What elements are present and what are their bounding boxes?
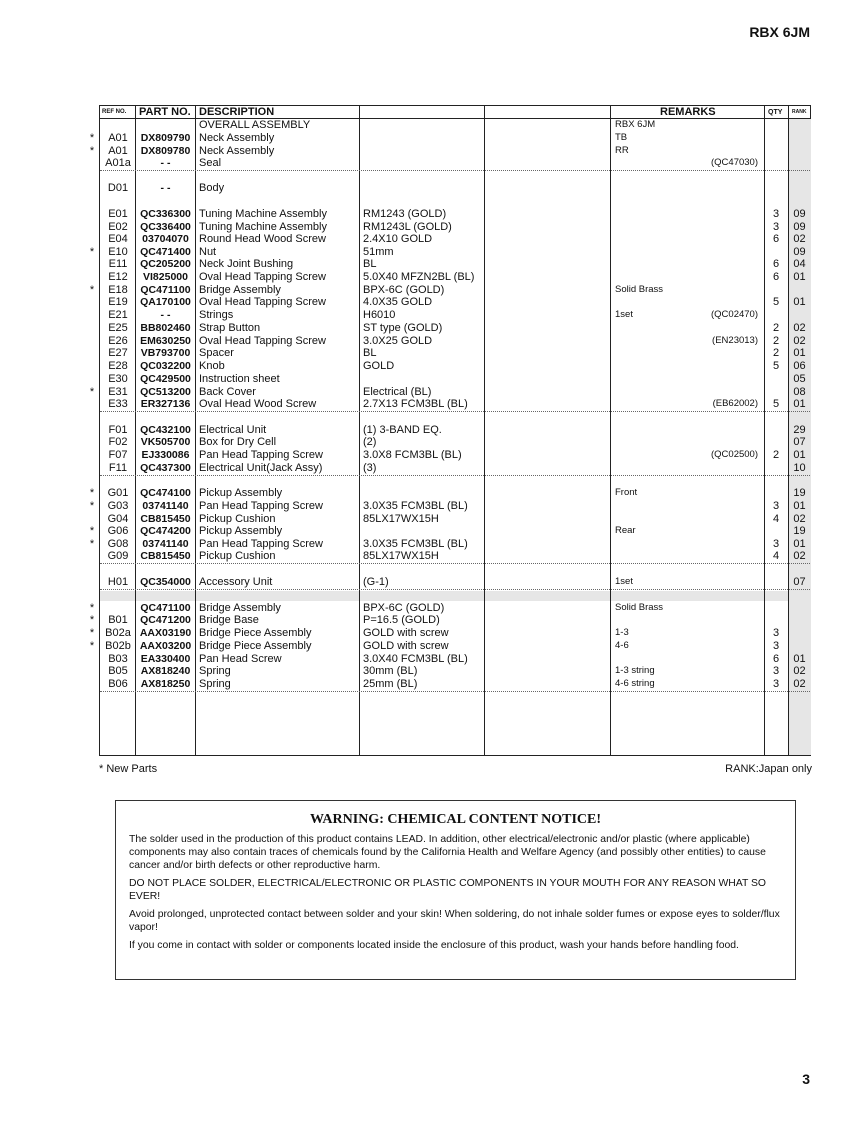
table-row [89, 284, 810, 297]
cell-desc: Neck Assembly [199, 145, 275, 157]
cell-rank: 07 [793, 576, 806, 588]
cell-desc: OVERALL ASSEMBLY [199, 119, 311, 131]
table-row [100, 208, 810, 221]
cell-spec: BL [363, 347, 377, 359]
cell-star: * [89, 145, 95, 157]
table-row [100, 424, 810, 437]
cell-rem: Rear [615, 525, 636, 536]
cell-spec: 85LX17WX15H [363, 550, 439, 562]
cell-part: 03741140 [142, 500, 189, 512]
cell-rank: 01 [793, 347, 806, 359]
cell-rank: 09 [793, 246, 806, 258]
cell-qty: 6 [772, 258, 780, 270]
cell-qty: 3 [772, 678, 780, 690]
cell-part: QC474200 [140, 525, 191, 537]
cell-qty: 5 [772, 296, 780, 308]
warning-paragraph: The solder used in the production of this product contains LEAD. In addition, other electrical/electronic and/or plastic (where applicable) components may also contain traces of chemicals found by the California Health and Welfare Agency (and possibly other entities) to cause cancer and/or birth defects or other reproductive harm. [129, 834, 766, 871]
cell-desc: Neck Assembly [199, 132, 275, 144]
cell-part: QC032200 [140, 360, 191, 372]
cell-qty: 2 [772, 335, 780, 347]
cell-ref: D01 [107, 182, 129, 194]
cell-desc: Pan Head Screw [199, 653, 282, 665]
cell-part: VK505700 [140, 436, 191, 448]
cell-rank: 01 [793, 296, 806, 308]
cell-rem: 1set [615, 576, 633, 587]
cell-ref: E04 [108, 233, 128, 245]
table-row [89, 246, 810, 259]
table-row [100, 347, 810, 360]
cell-part: - - [160, 182, 171, 194]
cell-qty: 3 [772, 665, 780, 677]
cell-spec: 3.0X35 FCM3BL (BL) [363, 500, 468, 512]
cell-rem: Front [615, 487, 638, 498]
cell-spec: 3.0X25 GOLD [363, 335, 433, 347]
table-row [89, 386, 810, 399]
cell-desc: Body [199, 182, 225, 194]
cell-part: CB815450 [140, 513, 191, 525]
cell-part: QC471200 [140, 614, 191, 626]
cell-ref: G01 [107, 487, 129, 499]
cell-ref: B06 [108, 678, 128, 690]
cell-part: QC205200 [140, 258, 191, 270]
header-qty: QTY [768, 109, 783, 116]
model-number: RBX 6JM [749, 24, 810, 40]
table-row [100, 233, 810, 246]
table-row [100, 550, 810, 564]
cell-rem: 1-3 [615, 627, 629, 638]
cell-part: AX818240 [140, 665, 191, 677]
cell-star: * [89, 246, 95, 258]
cell-desc: Knob [199, 360, 225, 372]
cell-qty: 5 [772, 398, 780, 410]
cell-part: QC471100 [140, 284, 191, 296]
cell-part: QC432100 [140, 424, 191, 436]
cell-rank: 01 [793, 500, 806, 512]
table-row [100, 653, 810, 666]
cell-rem: Solid Brass [615, 284, 664, 295]
cell-spec: 51mm [363, 246, 394, 258]
cell-part: QC471100 [140, 602, 191, 614]
cell-ref: F02 [108, 436, 128, 448]
table-row [89, 614, 810, 627]
cell-desc: Strings [199, 309, 234, 321]
cell-spec: GOLD with screw [363, 640, 449, 652]
header-ref: REF NO. [102, 109, 127, 115]
table-row [89, 602, 810, 615]
cell-desc: Tuning Machine Assembly [199, 221, 327, 233]
cell-desc: Oval Head Tapping Screw [199, 271, 326, 283]
cell-qty: 4 [772, 550, 780, 562]
table-row [100, 119, 810, 132]
cell-rem: 1set [615, 309, 633, 320]
cell-rem: TB [615, 132, 628, 143]
cell-ref: E11 [108, 258, 128, 270]
cell-rank: 19 [793, 487, 806, 499]
cell-spec: 3.0X40 FCM3BL (BL) [363, 653, 468, 665]
cell-rem2: (EB62002) [712, 398, 758, 409]
cell-ref: E18 [108, 284, 128, 296]
cell-part: DX809780 [140, 145, 191, 157]
cell-qty: 2 [772, 347, 780, 359]
cell-rem2: (QC02500) [711, 449, 758, 460]
cell-spec: 3.0X35 FCM3BL (BL) [363, 538, 468, 550]
cell-star: * [89, 538, 95, 550]
cell-star: * [89, 525, 95, 537]
cell-ref: E02 [108, 221, 128, 233]
table-row [89, 627, 810, 640]
table-row [100, 221, 810, 234]
cell-part: QC354000 [140, 576, 191, 588]
cell-ref: A01a [105, 157, 131, 169]
cell-desc: Seal [199, 157, 222, 169]
header-remarks: REMARKS [660, 106, 716, 118]
cell-rank: 02 [793, 335, 806, 347]
cell-desc: Pan Head Tapping Screw [199, 449, 323, 461]
cell-rank: 04 [793, 258, 806, 270]
cell-ref: E31 [108, 386, 128, 398]
cell-ref: E28 [108, 360, 128, 372]
cell-ref: B01 [108, 614, 128, 626]
cell-desc: Accessory Unit [199, 576, 273, 588]
cell-rank: 09 [793, 221, 806, 233]
cell-ref: E26 [108, 335, 128, 347]
cell-rank: 10 [793, 462, 806, 474]
cell-spec: P=16.5 (GOLD) [363, 614, 440, 626]
cell-desc: Nut [199, 246, 217, 258]
cell-spec: GOLD with screw [363, 627, 449, 639]
cell-spec: BL [363, 258, 377, 270]
table-row [100, 309, 810, 322]
cell-spec: 3.0X8 FCM3BL (BL) [363, 449, 462, 461]
cell-qty: 6 [772, 233, 780, 245]
cell-spec: 30mm (BL) [363, 665, 418, 677]
cell-desc: Bridge Assembly [199, 602, 281, 614]
table-row [100, 258, 810, 271]
cell-desc: Strap Button [199, 322, 261, 334]
cell-ref: G09 [107, 550, 129, 562]
cell-ref: A01 [108, 145, 128, 157]
cell-star: * [89, 614, 95, 626]
cell-ref: F01 [108, 424, 128, 436]
cell-star: * [89, 500, 95, 512]
cell-part: BB802460 [140, 322, 191, 334]
cell-spec: 4.0X35 GOLD [363, 296, 433, 308]
cell-ref: A01 [108, 132, 128, 144]
rank-note: RANK:Japan only [725, 763, 812, 775]
cell-part: EA330400 [140, 653, 191, 665]
cell-part: EJ330086 [141, 449, 190, 461]
parts-table [89, 105, 811, 756]
cell-qty: 2 [772, 322, 780, 334]
table-row [100, 335, 810, 348]
cell-rem: Solid Brass [615, 602, 664, 613]
cell-rank: 08 [793, 386, 806, 398]
cell-qty: 3 [772, 627, 780, 639]
cell-rank: 06 [793, 360, 806, 372]
table-row [100, 436, 810, 449]
cell-part: - - [160, 157, 171, 169]
table-row [100, 398, 810, 412]
cell-ref: B02a [105, 627, 131, 639]
cell-spec: 85LX17WX15H [363, 513, 439, 525]
cell-qty: 5 [772, 360, 780, 372]
cell-part: QC474100 [140, 487, 191, 499]
cell-part: QC513200 [140, 386, 191, 398]
cell-spec: (2) [363, 436, 377, 448]
cell-rem2: (QC47030) [711, 157, 758, 168]
table-row [100, 373, 810, 386]
cell-rem2: (EN23013) [712, 335, 758, 346]
cell-ref: G04 [107, 513, 129, 525]
cell-desc: Pan Head Tapping Screw [199, 538, 323, 550]
cell-rank: 01 [793, 271, 806, 283]
cell-spec: BPX-6C (GOLD) [363, 284, 445, 296]
cell-ref: F11 [108, 462, 128, 474]
cell-desc: Instruction sheet [199, 373, 280, 385]
cell-rank: 07 [793, 436, 806, 448]
cell-desc: Round Head Wood Screw [199, 233, 326, 245]
cell-qty: 3 [772, 538, 780, 550]
cell-ref: G06 [107, 525, 129, 537]
cell-spec: BPX-6C (GOLD) [363, 602, 445, 614]
cell-qty: 3 [772, 640, 780, 652]
cell-ref: F07 [108, 449, 128, 461]
cell-rank: 01 [793, 538, 806, 550]
cell-ref: E21 [108, 309, 128, 321]
cell-desc: Electrical Unit(Jack Assy) [199, 462, 323, 474]
table-row [89, 132, 810, 145]
cell-star: * [89, 627, 95, 639]
cell-part: AAX03190 [139, 627, 192, 639]
cell-ref: B03 [108, 653, 128, 665]
cell-desc: Oval Head Tapping Screw [199, 296, 326, 308]
cell-ref: B02b [105, 640, 131, 652]
cell-spec: RM1243L (GOLD) [363, 221, 452, 233]
warning-paragraph: If you come in contact with solder or components located inside the enclosure of this product, wash your hands before handling food. [129, 940, 739, 951]
table-row [100, 182, 810, 195]
cell-rank: 01 [793, 398, 806, 410]
cell-rem: 4-6 [615, 640, 629, 651]
cell-rem: RBX 6JM [615, 119, 656, 130]
cell-ref: G03 [107, 500, 129, 512]
cell-part: QC437300 [140, 462, 191, 474]
cell-spec: (G-1) [363, 576, 389, 588]
table-row [100, 449, 810, 462]
cell-rank: 29 [793, 424, 806, 436]
cell-desc: Box for Dry Cell [199, 436, 277, 448]
cell-rank: 01 [793, 449, 806, 461]
cell-ref: E25 [108, 322, 128, 334]
cell-star: * [89, 284, 95, 296]
cell-desc: Back Cover [199, 386, 256, 398]
cell-rank: 09 [793, 208, 806, 220]
cell-rank: 19 [793, 525, 806, 537]
table-row [100, 296, 810, 309]
table-row [100, 576, 810, 590]
cell-desc: Pickup Cushion [199, 550, 276, 562]
cell-rank: 01 [793, 653, 806, 665]
cell-desc: Pickup Assembly [199, 525, 283, 537]
cell-desc: Oval Head Wood Screw [199, 398, 317, 410]
cell-spec: RM1243 (GOLD) [363, 208, 447, 220]
header-rank: RANK [792, 109, 807, 115]
cell-qty: 3 [772, 500, 780, 512]
cell-star: * [89, 132, 95, 144]
cell-ref: H01 [107, 576, 129, 588]
warning-paragraph: Avoid prolonged, unprotected contact between solder and your skin! When soldering, do not inhale solder fumes or expose eyes to solder/flux vapor! [129, 909, 780, 933]
cell-part: QC471400 [140, 246, 191, 258]
cell-part: EM630250 [140, 335, 191, 347]
cell-ref: E12 [108, 271, 128, 283]
cell-part: QA170100 [140, 296, 191, 308]
table-row [89, 640, 810, 653]
cell-spec: 2.7X13 FCM3BL (BL) [363, 398, 468, 410]
header-description: DESCRIPTION [199, 106, 275, 118]
cell-ref: E33 [108, 398, 128, 410]
cell-desc: Bridge Piece Assembly [199, 627, 312, 639]
cell-spec: 2.4X10 GOLD [363, 233, 433, 245]
warning-title: WARNING: CHEMICAL CONTENT NOTICE! [309, 812, 602, 827]
cell-ref: E27 [108, 347, 128, 359]
cell-rank: 05 [793, 373, 806, 385]
cell-rem: 4-6 string [615, 678, 655, 689]
table-row [100, 678, 810, 692]
cell-part: DX809790 [140, 132, 191, 144]
cell-desc: Spring [199, 678, 231, 690]
cell-spec: Electrical (BL) [363, 386, 432, 398]
header-part: PART NO. [139, 106, 191, 118]
cell-part: AX818250 [140, 678, 191, 690]
cell-ref: E10 [108, 246, 128, 258]
cell-star: * [89, 602, 95, 614]
cell-spec: H6010 [363, 309, 396, 321]
cell-rank: 02 [793, 322, 806, 334]
cell-desc: Spacer [199, 347, 234, 359]
cell-desc: Spring [199, 665, 231, 677]
page-number: 3 [802, 1071, 810, 1087]
cell-rank: 02 [793, 665, 806, 677]
cell-desc: Electrical Unit [199, 424, 267, 436]
table-row [89, 487, 810, 500]
warning-paragraph: DO NOT PLACE SOLDER, ELECTRICAL/ELECTRONIC OR PLASTIC COMPONENTS IN YOUR MOUTH FOR ANY REASON WHAT SO EVER! [129, 878, 767, 902]
cell-qty: 6 [772, 653, 780, 665]
cell-star: * [89, 640, 95, 652]
cell-ref: E30 [108, 373, 128, 385]
section-divider-band [100, 591, 810, 601]
table-row [89, 145, 810, 158]
cell-desc: Pan Head Tapping Screw [199, 500, 323, 512]
cell-spec: 25mm (BL) [363, 678, 418, 690]
cell-part: - - [160, 309, 171, 321]
cell-rank: 02 [793, 678, 806, 690]
table-row [100, 271, 810, 284]
cell-spec: 5.0X40 MFZN2BL (BL) [363, 271, 475, 283]
cell-star: * [89, 386, 95, 398]
cell-part: VB793700 [140, 347, 191, 359]
cell-rank: 02 [793, 233, 806, 245]
cell-rem: RR [615, 145, 629, 156]
cell-part: CB815450 [140, 550, 191, 562]
cell-ref: E19 [108, 296, 128, 308]
cell-ref: G08 [107, 538, 129, 550]
table-row [100, 360, 810, 373]
cell-desc: Oval Head Tapping Screw [199, 335, 326, 347]
cell-desc: Tuning Machine Assembly [199, 208, 327, 220]
table-row [89, 500, 810, 513]
cell-part: 03704070 [142, 233, 189, 245]
table-row [100, 513, 810, 526]
cell-rank: 02 [793, 513, 806, 525]
cell-qty: 3 [772, 208, 780, 220]
warning-box [115, 800, 796, 980]
table-row [100, 157, 810, 171]
cell-ref: E01 [108, 208, 128, 220]
cell-ref: B05 [108, 665, 128, 677]
cell-spec: (3) [363, 462, 377, 474]
cell-qty: 2 [772, 449, 780, 461]
cell-spec: (1) 3-BAND EQ. [363, 424, 442, 436]
cell-rank: 02 [793, 550, 806, 562]
cell-part: QC429500 [140, 373, 191, 385]
table-row [89, 525, 810, 538]
cell-desc: Bridge Base [199, 614, 259, 626]
cell-part: VI825000 [143, 271, 188, 283]
table-row [100, 322, 810, 335]
table-row [89, 538, 810, 551]
cell-desc: Bridge Assembly [199, 284, 281, 296]
cell-qty: 4 [772, 513, 780, 525]
cell-desc: Bridge Piece Assembly [199, 640, 312, 652]
cell-rem: 1-3 string [615, 665, 655, 676]
cell-rem2: (QC02470) [711, 309, 758, 320]
table-row [100, 665, 810, 678]
cell-part: AAX03200 [139, 640, 192, 652]
new-parts-note: * New Parts [99, 763, 158, 775]
table-row [100, 462, 810, 476]
cell-part: ER327136 [140, 398, 191, 410]
cell-part: QC336300 [140, 208, 191, 220]
cell-part: 03741140 [142, 538, 189, 550]
cell-part: QC336400 [140, 221, 191, 233]
cell-spec: ST type (GOLD) [363, 322, 443, 334]
cell-desc: Pickup Assembly [199, 487, 283, 499]
cell-qty: 3 [772, 221, 780, 233]
cell-desc: Pickup Cushion [199, 513, 276, 525]
cell-desc: Neck Joint Bushing [199, 258, 294, 270]
cell-qty: 6 [772, 271, 780, 283]
cell-star: * [89, 487, 95, 499]
cell-spec: GOLD [363, 360, 395, 372]
warning-body [129, 833, 781, 957]
